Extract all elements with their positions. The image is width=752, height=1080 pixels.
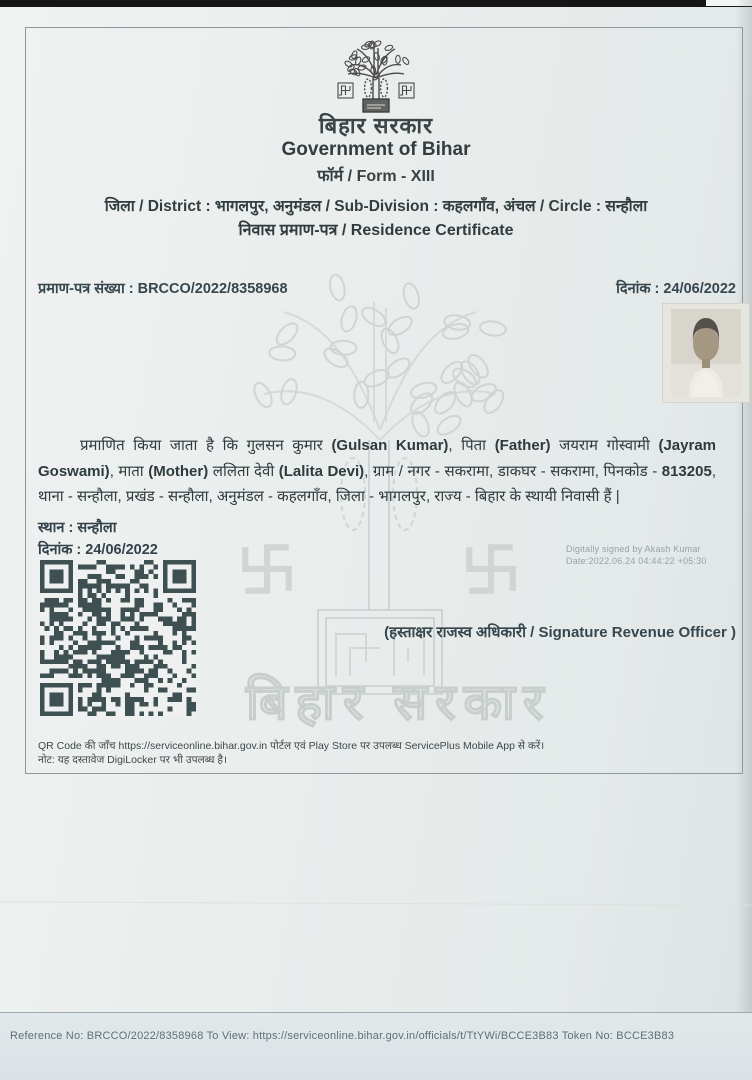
footer-bar (0, 1013, 752, 1080)
place-value: सन्हौला (77, 520, 117, 536)
qr-verification-note: QR Code की जाँच https://serviceonline.bihar.gov.in पोर्टल एवं Play Store पर उपलब्ध ServicePlus Mobile App से करें। (38, 740, 545, 752)
bihar-emblem-icon (324, 36, 428, 114)
certificate-number-value: BRCCO/2022/8358968 (137, 281, 288, 297)
gov-title-english: Government of Bihar (281, 139, 471, 160)
qr-code (40, 560, 196, 716)
digilocker-note: नोट: यह दस्तावेज DigiLocker पर भी उपलब्ध है। (38, 754, 227, 766)
issue-date-value: 24/06/2022 (663, 281, 736, 297)
issue-date-value-2: 24/06/2022 (85, 542, 158, 558)
paper-crease (0, 901, 752, 905)
issue-date-line-top (616, 278, 736, 298)
digital-signature-line1: Digitally signed by Akash Kumar (566, 544, 701, 554)
scan-edge-top (0, 0, 752, 7)
certificate-number-label: प्रमाण-पत्र संख्या : (38, 281, 134, 297)
issue-date-line-bottom (38, 539, 158, 559)
place-line (38, 517, 117, 537)
digital-signature-block (566, 544, 707, 567)
applicant-photo (663, 304, 749, 402)
issue-date-label-2: दिनांक : (38, 542, 82, 558)
certificate-body-paragraph: प्रमाणित किया जाता है कि गुलसन कुमार (Gulsan Kumar), पिता (Father) जयराम गोस्वामी (Jayram Goswami), माता (Mother) ललिता देवी (Lalita Devi), ग्राम / नगर - सकरामा, डाकघर - सकरामा, पिनकोड - 813205, थाना - सन्हौला, प्रखंड - सन्हौला, अनुमंडल - कहलगाँव, जिला - भागलपुर, राज्य - बिहार के स्थायी निवासी हैं | (38, 437, 717, 505)
watermark-text: बिहार सरकार (246, 674, 552, 730)
district-subdivision-circle-line: जिला / District : भागलपुर, अनुमंडल / Sub-Division : कहलगाँव, अंचल / Circle : सन्हौला (104, 198, 648, 215)
certificate-number-line (38, 278, 288, 298)
revenue-officer-signature-line: (हस्ताक्षर राजस्व अधिकारी / Signature Revenue Officer ) (384, 624, 736, 641)
place-label: स्थान : (38, 520, 74, 536)
certificate-title: निवास प्रमाण-पत्र / Residence Certificate (238, 222, 514, 239)
form-number-line: फॉर्म / Form - XIII (317, 168, 435, 185)
issue-date-label: दिनांक : (616, 281, 660, 297)
gov-title-hindi: बिहार सरकार (318, 113, 434, 138)
digital-signature-line2: Date:2022.06.24 04:44:22 +05:30 (566, 555, 707, 566)
footer-reference-line: Reference No: BRCCO/2022/8358968 To View: https://serviceonline.bihar.gov.in/officials/t/TtYWi/BCCE3B83 Token No: BCCE3B83 (10, 1030, 675, 1042)
